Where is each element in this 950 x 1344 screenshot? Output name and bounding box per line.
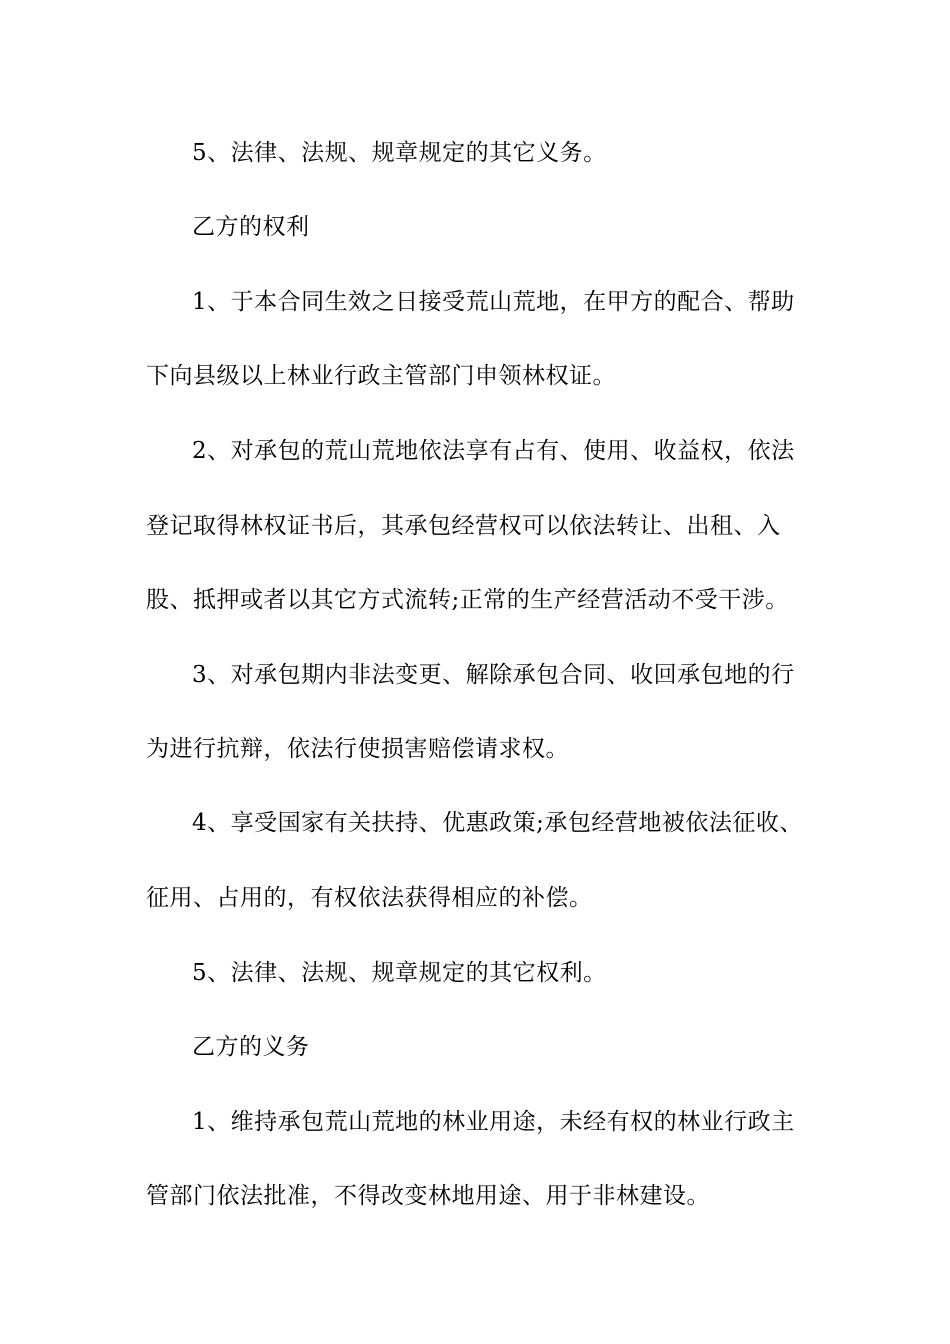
paragraph-line: 股、抵押或者以其它方式流转;正常的生产经营活动不受干涉。 (146, 587, 789, 613)
paragraph-line: 2、对承包的荒山荒地依法享有占有、使用、收益权，依法 (192, 438, 795, 464)
paragraph-line: 登记取得林权证书后，其承包经营权可以依法转让、出租、入 (146, 513, 781, 539)
paragraph-line: 5、法律、法规、规章规定的其它权利。 (192, 960, 607, 986)
paragraph-line: 征用、占用的，有权依法获得相应的补偿。 (146, 885, 593, 911)
paragraph-line: 4、享受国家有关扶持、优惠政策;承包经营地被依法征收、 (192, 810, 803, 836)
paragraph-line: 3、对承包期内非法变更、解除承包合同、收回承包地的行 (192, 662, 795, 688)
section-heading: 乙方的权利 (192, 214, 310, 240)
paragraph-line: 1、维持承包荒山荒地的林业用途，未经有权的林业行政主 (192, 1109, 795, 1135)
paragraph-line: 5、法律、法规、规章规定的其它义务。 (192, 140, 607, 166)
paragraph-line: 管部门依法批准，不得改变林地用途、用于非林建设。 (146, 1183, 710, 1209)
paragraph-line: 为进行抗辩，依法行使损害赔偿请求权。 (146, 736, 569, 762)
paragraph-line: 下向县级以上林业行政主管部门申领林权证。 (146, 363, 616, 389)
section-heading: 乙方的义务 (192, 1034, 310, 1060)
paragraph-line: 1、于本合同生效之日接受荒山荒地，在甲方的配合、帮助 (192, 289, 795, 315)
